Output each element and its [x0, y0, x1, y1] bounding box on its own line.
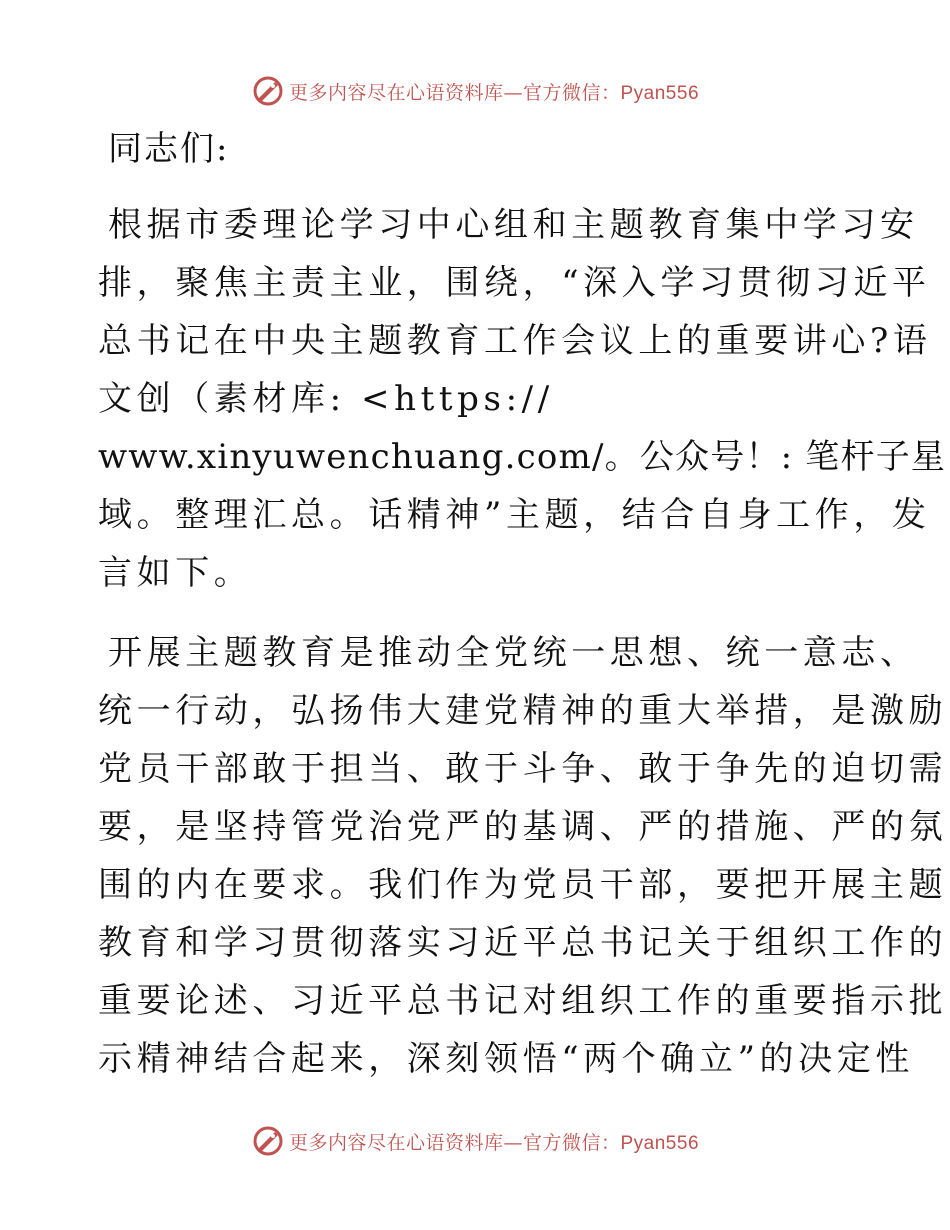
paragraph-2-line: 重要论述、习近平总书记对组织工作的重要指示批 — [98, 981, 948, 1021]
paragraph-1-line: 根据市委理论学习中心组和主题教育集中学习安 — [108, 205, 919, 245]
paragraph-1-line: 言如下。 — [98, 553, 253, 593]
paragraph-2-line: 统一行动，弘扬伟大建党精神的重大举措，是激励 — [98, 691, 948, 731]
paragraph-2-line: 教育和学习贯彻落实习近平总书记关于组织工作的 — [98, 923, 948, 963]
paragraph-1-line: 排，聚焦主责主业，围绕，“深入学习贯彻习近平 — [98, 263, 931, 303]
paragraph-2-line: 要，是坚持管党治党严的基调、严的措施、严的氛 — [98, 807, 948, 847]
paragraph-1 — [98, 196, 947, 602]
header-watermark — [0, 71, 950, 111]
document-body — [98, 124, 948, 1110]
paragraph-1-line: 文创（素材库: <https:// — [98, 379, 554, 419]
pen-nib-logo-icon — [251, 74, 285, 108]
paragraph-1-line: 总书记在中央主题教育工作会议上的重要讲心?语 — [98, 321, 932, 361]
watermark-handle: Pyan556 — [620, 1132, 700, 1154]
footer-watermark — [0, 1121, 950, 1161]
watermark-handle: Pyan556 — [620, 82, 700, 104]
paragraph-1-line: 域。整理汇总。话精神”主题，结合自身工作，发 — [98, 495, 931, 535]
paragraph-2-line: 示精神结合起来，深刻领悟“两个确立”的决定性 — [98, 1039, 914, 1079]
watermark-text: 更多内容尽在心语资料库—官方微信：Pyan556 — [288, 81, 700, 104]
paragraph-2 — [98, 624, 948, 1088]
paragraph-1-line: www.xinyuwenchuang.com/。公众号！: 笔杆子星 — [98, 437, 947, 477]
paragraph-2-line: 党员干部敢于担当、敢于斗争、敢于争先的迫切需 — [98, 749, 948, 789]
paragraph-2-line: 开展主题教育是推动全党统一思想、统一意志、 — [108, 633, 919, 673]
paragraph-2-line: 围的内在要求。我们作为党员干部，要把开展主题 — [98, 865, 948, 905]
greeting: 同志们: — [108, 129, 230, 169]
watermark-text: 更多内容尽在心语资料库—官方微信：Pyan556 — [288, 1131, 700, 1154]
pen-nib-logo-icon — [251, 1124, 285, 1158]
